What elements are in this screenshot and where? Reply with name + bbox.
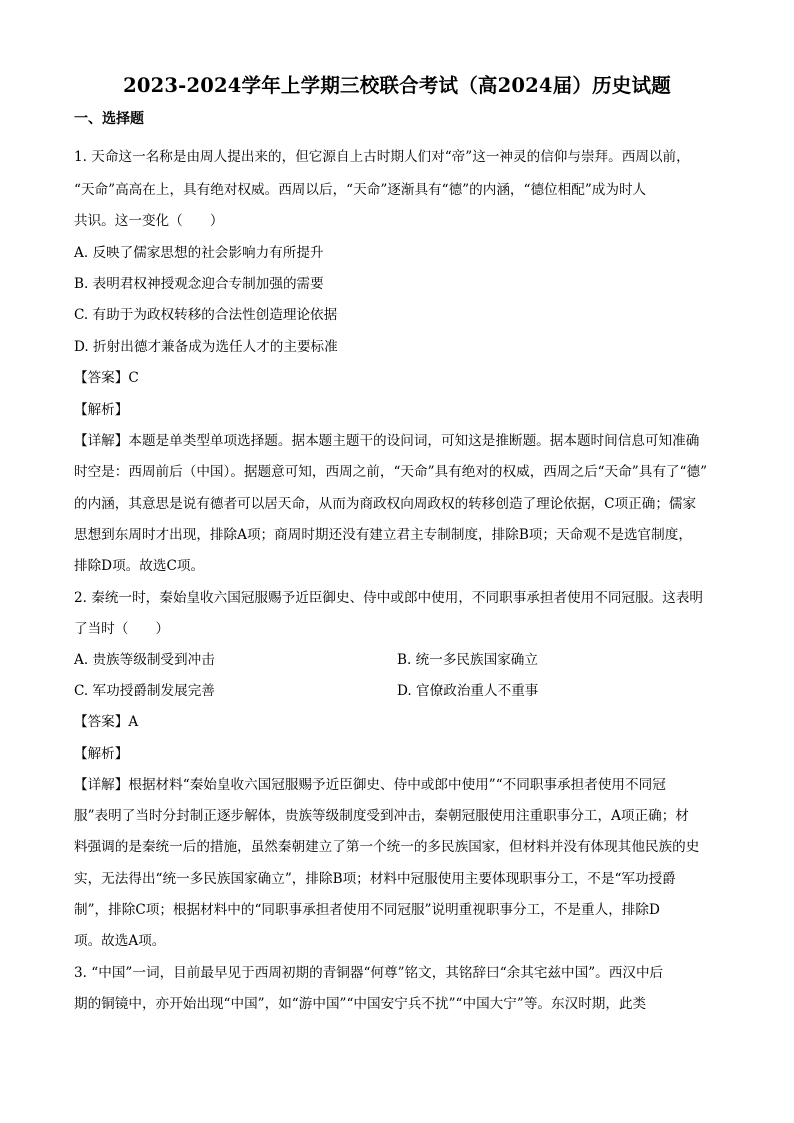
- q1-stem-line-2: “天命”高高在上，具有绝对权威。西周以后，“天命”逐渐具有“德”的内涵，“德位相配”成为时人: [74, 182, 647, 198]
- section-heading: 一、选择题: [74, 111, 144, 127]
- q3-stem-line-2: 期的铜镜中，亦开始出现“中国”，如“游中国”“中国安宁兵不扰”“中国大宁”等。东汉时期，此类: [74, 996, 647, 1012]
- q2-option-d: D. 官僚政治重人不重事: [397, 683, 539, 699]
- q1-detail-line-2: 时空是：西周前后（中国）。据题意可知，西周之前，“天命”具有绝对的权威，西周之后“天命”具有了“德”: [74, 464, 708, 480]
- q2-analysis-label: 【解析】: [74, 746, 129, 762]
- q1-option-c: C. 有助于为政权转移的合法性创造理论依据: [74, 307, 338, 323]
- q2-detail-line-2: 服”表明了当时分封制正逐步解体，贵族等级制度受到冲击，秦朝冠服使用注重职事分工，A项正确；材: [74, 808, 689, 824]
- q1-option-b: B. 表明君权神授观念迎合专制加强的需要: [74, 276, 324, 292]
- page-title: 2023-2024学年上学期三校联合考试（高2024届）历史试题: [123, 74, 671, 97]
- q1-detail-line-5: 排除D项。故选C项。: [74, 558, 205, 574]
- q1-answer: 【答案】C: [74, 370, 139, 386]
- q2-option-a: A. 贵族等级制受到冲击: [74, 652, 215, 668]
- q2-detail-line-3: 料强调的是秦统一后的措施，虽然秦朝建立了第一个统一的多民族国家，但材料并没有体现其他民族的史: [74, 839, 700, 855]
- q1-detail-line-1: 【详解】本题是单类型单项选择题。据本题主题干的设问词，可知这是推断题。据本题时间信息可知准确: [74, 433, 700, 449]
- q3-stem-line-1: 3. “中国”一词，目前最早见于西周初期的青铜器“何尊”铭文，其铭辞曰“余其宅兹中国”。西汉中后: [74, 965, 664, 981]
- q2-detail-line-4: 实，无法得出“统一多民族国家确立”，排除B项；材料中冠服使用主要体现职事分工，不是“军功授爵: [74, 871, 676, 887]
- q1-stem-line-1: 1. 天命这一名称是由周人提出来的，但它源自上古时期人们对“帝”这一神灵的信仰与崇拜。西周以前，: [74, 149, 690, 165]
- q2-answer: 【答案】A: [74, 714, 139, 730]
- q2-option-b: B. 统一多民族国家确立: [397, 652, 538, 668]
- q2-detail-line-6: 项。故选A项。: [74, 933, 166, 949]
- q2-option-c: C. 军功授爵制发展完善: [74, 683, 215, 699]
- q1-detail-line-3: 的内涵，其意思是说有德者可以居天命，从而为商政权向周政权的转移创造了理论依据，C项正确；儒家: [74, 496, 697, 512]
- q1-option-a: A. 反映了儒家思想的社会影响力有所提升: [74, 245, 324, 261]
- q1-analysis-label: 【解析】: [74, 402, 129, 418]
- q2-detail-line-1: 【详解】根据材料“秦始皇收六国冠服赐予近臣御史、侍中或郎中使用”“不同职事承担者使用不同冠: [74, 777, 666, 793]
- q2-detail-line-5: 制”，排除C项；根据材料中的“同职事承担者使用不同冠服”说明重视职事分工，不是重人，排除D: [74, 902, 660, 918]
- q2-stem-line-1: 2. 秦统一时，秦始皇收六国冠服赐予近臣御史、侍中或郎中使用，不同职事承担者使用不同冠服。这表明: [74, 590, 704, 606]
- q2-stem-line-2: 了当时（ ）: [74, 621, 170, 637]
- q1-detail-line-4: 思想到东周时才出现，排除A项；商周时期还没有建立君主专制制度，排除B项；天命观不是选官制度，: [74, 527, 692, 543]
- q1-option-d: D. 折射出德才兼备成为选任人才的主要标准: [74, 339, 338, 355]
- q1-stem-line-3: 共识。这一变化（ ）: [74, 213, 224, 229]
